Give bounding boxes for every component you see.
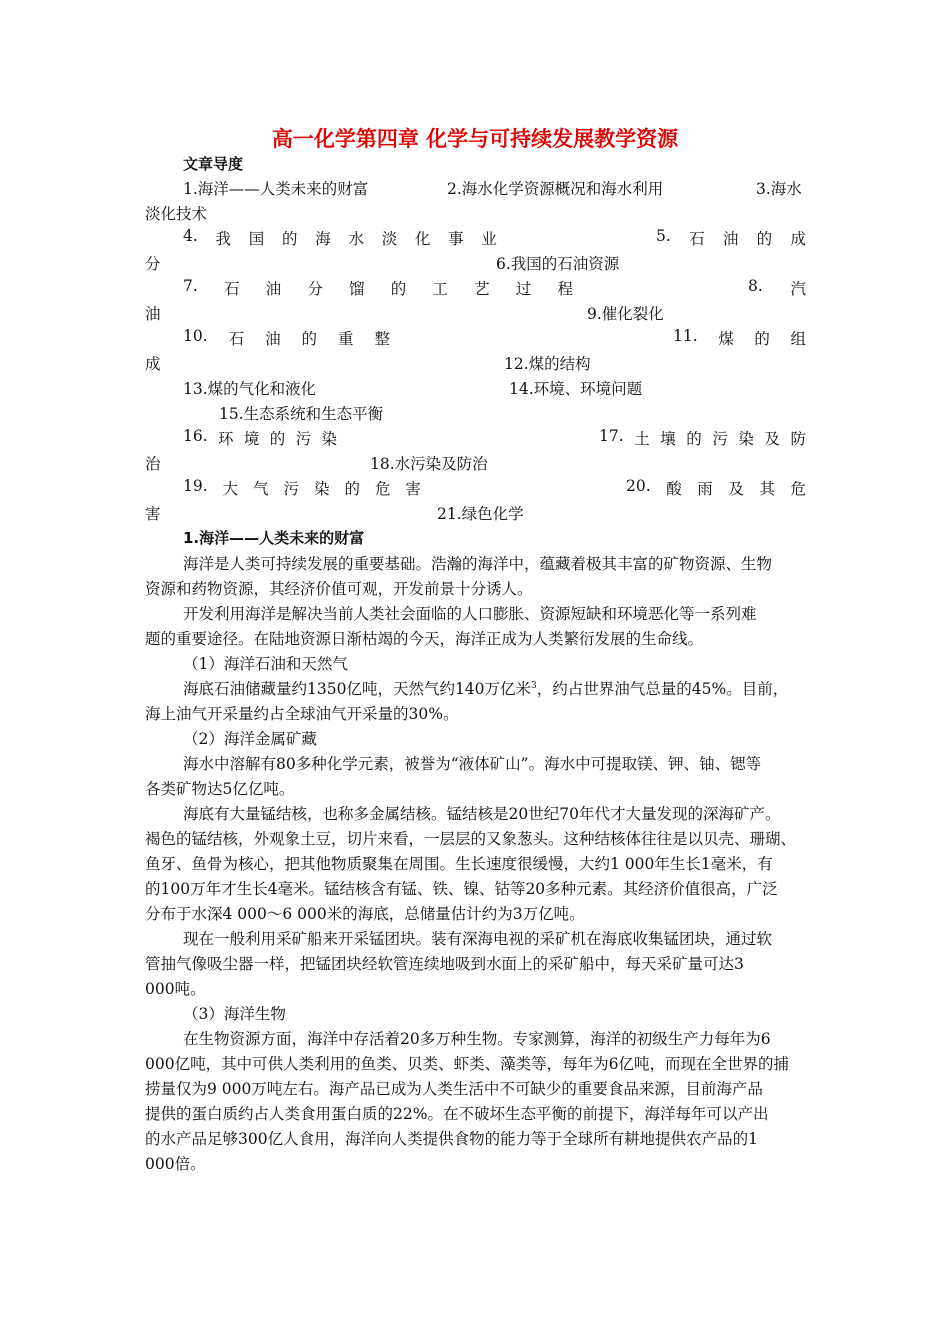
toc-item-11: 11. 煤 的 组 [673, 327, 806, 348]
toc-item-4: 4. 我 国 的 海 水 淡 化 事 业 [183, 227, 497, 248]
toc-item-18: 18.水污染及防治 [370, 455, 488, 473]
toc-item-15: 15.生态系统和生态平衡 [219, 405, 384, 423]
subheading: （2）海洋金属矿藏 [183, 730, 317, 748]
toc-item-16: 16. 环 境 的 污 染 [183, 427, 337, 448]
paragraph-line: 在生物资源方面，海洋中存活着20多万种生物。专家测算，海洋的初级生产力每年为6 [183, 1030, 771, 1048]
paragraph-line: 海底石油储藏量约1350亿吨，天然气约140万亿米$^3$，约占世界油气总量的45%。目前， [183, 680, 789, 698]
paragraph-line: 开发利用海洋是解决当前人类社会面临的人口膨胀、资源短缺和环境恶化等一系列难 [183, 605, 757, 623]
paragraph-line: 海水中溶解有80多种化学元素，被誉为“液体矿山”。海水中可提取镁、钾、铀、锶等 [183, 755, 762, 773]
paragraph-line: 各类矿物达5亿亿吨。 [145, 780, 295, 798]
paragraph-line: 管抽气像吸尘器一样，把锰团块经软管连续地吸到水面上的采矿船中，每天采矿量可达3 [145, 955, 744, 973]
toc-item-20: 20. 酸 雨 及 其 危 [626, 477, 806, 498]
toc-item-3: 3.海水 [756, 180, 802, 198]
paragraph-line: 海洋是人类可持续发展的重要基础。浩瀚的海洋中，蕴藏着极其丰富的矿物资源、生物 [183, 555, 773, 573]
toc-item-5: 5. 石 油 的 成 [656, 227, 806, 248]
toc-item-3-cont: 淡化技术 [145, 205, 208, 223]
toc-item-14: 14.环境、环境问题 [509, 380, 643, 398]
section-heading: 1.海洋——人类未来的财富 [183, 529, 365, 547]
toc-item-5-cont: 分 [145, 255, 161, 273]
guide-heading: 文章导度 [183, 155, 244, 173]
subheading: （1）海洋石油和天然气 [183, 655, 348, 673]
paragraph-line: 000倍。 [145, 1155, 206, 1173]
subheading: （3）海洋生物 [183, 1005, 286, 1023]
toc-item-12: 12.煤的结构 [504, 355, 591, 373]
paragraph-line: 捞量仅为9 000万吨左右。海产品已成为人类生活中不可缺少的重要食品来源，目前海产品 [145, 1080, 763, 1098]
toc-item-1: 1.海洋——人类未来的财富 [183, 180, 369, 198]
paragraph-line: 褐色的锰结核，外观象土豆，切片来看，一层层的又象葱头。这种结核体往往是以贝壳、珊瑚、 [145, 830, 797, 848]
paragraph-line: 的水产品足够300亿人食用，海洋向人类提供食物的能力等于全球所有耕地提供农产品的1 [145, 1130, 758, 1148]
toc-item-6: 6.我国的石油资源 [496, 255, 620, 273]
paragraph-line: 的100万年才生长4毫米。锰结核含有锰、铁、镍、钴等20多种元素。其经济价值很高，广泛 [145, 880, 778, 898]
toc-item-9: 9.催化裂化 [587, 305, 664, 323]
toc-item-8-cont: 油 [145, 305, 161, 323]
paragraph-line: 题的重要途径。在陆地资源日渐枯竭的今天，海洋正成为人类繁衍发展的生命线。 [145, 630, 704, 648]
toc-item-10: 10. 石 油 的 重 整 [183, 327, 390, 348]
toc-item-17-cont: 治 [145, 455, 161, 473]
page-title: 高一化学第四章 化学与可持续发展教学资源 [271, 127, 679, 151]
toc-item-21: 21.绿色化学 [437, 505, 524, 523]
toc-item-11-cont: 成 [145, 355, 161, 373]
toc-item-19: 19. 大 气 污 染 的 危 害 [183, 477, 421, 498]
toc-item-7: 7. 石 油 分 馏 的 工 艺 过 程 [183, 277, 573, 298]
toc-item-13: 13.煤的气化和液化 [183, 380, 317, 398]
toc-item-2: 2.海水化学资源概况和海水利用 [447, 180, 664, 198]
toc-item-20-cont: 害 [145, 505, 161, 523]
paragraph-line: 000吨。 [145, 980, 206, 998]
paragraph-line: 资源和药物资源，其经济价值可观，开发前景十分诱人。 [145, 580, 533, 598]
paragraph-line: 提供的蛋白质约占人类食用蛋白质的22%。在不破坏生态平衡的前提下，海洋每年可以产出 [145, 1105, 769, 1123]
paragraph-line: 海底有大量锰结核，也称多金属结核。锰结核是20世纪70年代才大量发现的深海矿产。 [183, 805, 781, 823]
paragraph-line: 现在一般利用采矿船来开采锰团块。装有深海电视的采矿机在海底收集锰团块，通过软 [183, 930, 773, 948]
toc-item-8: 8. 汽 [748, 277, 806, 298]
paragraph-line: 分布于水深4 000～6 000米的海底，总储量估计约为3万亿吨。 [145, 905, 585, 923]
paragraph-line: 海上油气开采量约占全球油气开采量的30%。 [145, 705, 459, 723]
toc-item-17: 17. 土 壤 的 污 染 及 防 [599, 427, 806, 448]
paragraph-line: 000亿吨，其中可供人类利用的鱼类、贝类、虾类、藻类等，每年为6亿吨，而现在全世界的捕 [145, 1055, 789, 1073]
paragraph-line: 鱼牙、鱼骨为核心，把其他物质聚集在周围。生长速度很缓慢，大约1 000年生长1毫米，有 [145, 855, 773, 873]
